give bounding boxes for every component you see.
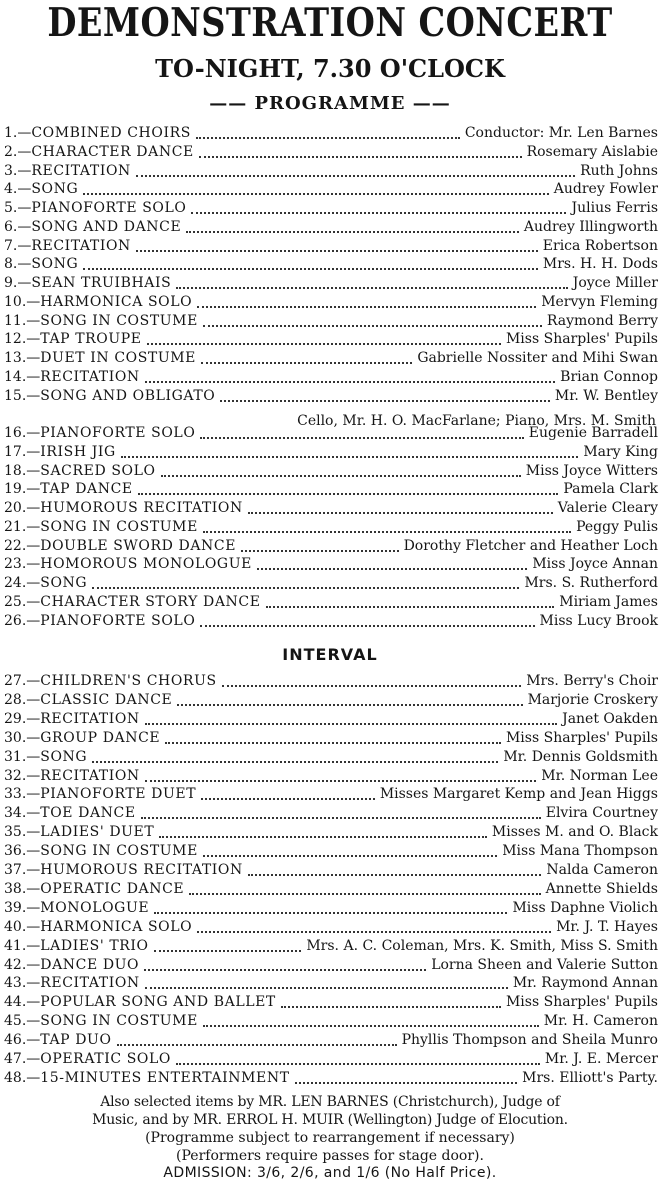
item-number: 27.— xyxy=(4,673,41,689)
programme-item xyxy=(4,993,658,1012)
programme-item xyxy=(4,124,658,143)
programme-item xyxy=(4,710,658,729)
item-title: SONG IN COSTUME xyxy=(40,1013,198,1030)
item-number: 13.— xyxy=(4,350,41,366)
item-performer: Dorothy Fletcher and Heather Loch xyxy=(403,537,658,554)
footer-line-3: (Programme subject to rearrangement if necessary) xyxy=(145,1130,515,1146)
item-title: RECITATION xyxy=(40,975,140,992)
dot-leader xyxy=(201,796,375,800)
item-performer: Peggy Pulis xyxy=(576,518,658,535)
item-performer: Mary King xyxy=(583,443,658,460)
item-title: 15-MINUTES ENTERTAINMENT xyxy=(40,1069,290,1086)
dot-leader xyxy=(295,1080,517,1084)
item-performer: Mervyn Fleming xyxy=(541,293,658,310)
item-number: 37.— xyxy=(4,862,41,878)
dot-leader xyxy=(138,491,559,495)
item-performer: Marjorie Croskery xyxy=(527,691,658,708)
dot-leader xyxy=(176,285,567,289)
dot-leader xyxy=(177,702,522,706)
item-title: SONG AND OBLIGATO xyxy=(40,387,216,404)
item-performer: Raymond Berry xyxy=(546,312,658,329)
item-number: 10.— xyxy=(4,293,41,310)
dot-leader xyxy=(186,229,519,233)
programme-item xyxy=(4,861,658,880)
dot-leader xyxy=(203,323,542,327)
dot-leader xyxy=(189,891,540,895)
dot-leader xyxy=(117,1042,397,1046)
item-title: DOUBLE SWORD DANCE xyxy=(40,537,237,554)
item-number: 25.— xyxy=(4,593,41,610)
item-performer: Audrey Fowler xyxy=(553,181,658,198)
item-title: CHARACTER STORY DANCE xyxy=(40,593,261,610)
item-performer: Janet Oakden xyxy=(562,710,658,727)
dot-leader xyxy=(161,473,521,477)
programme-item xyxy=(4,499,658,518)
item-number: 36.— xyxy=(4,843,41,860)
item-number: 15.— xyxy=(4,387,41,404)
item-number: 18.— xyxy=(4,462,41,479)
programme-item xyxy=(4,180,658,199)
dot-leader xyxy=(241,548,399,552)
item-performer: Miss Sharples' Pupils xyxy=(505,994,658,1011)
item-performer: Brian Connop xyxy=(560,368,658,385)
programme-item xyxy=(4,937,658,956)
programme-item xyxy=(4,518,658,537)
programme-item xyxy=(4,1012,658,1031)
programme-item xyxy=(4,368,658,387)
item-title: SONG IN COSTUME xyxy=(40,518,198,535)
item-performer: Mr. Raymond Annan xyxy=(512,975,658,992)
item-number: 26.— xyxy=(4,612,41,629)
dot-leader xyxy=(145,985,508,989)
programme-item xyxy=(4,555,658,574)
item-title: SEAN TRUIBHAIS xyxy=(31,275,172,291)
dot-leader xyxy=(159,834,487,838)
dot-leader xyxy=(83,266,538,270)
dot-leader xyxy=(83,191,548,195)
item-performer: Mr. J. E. Mercer xyxy=(544,1051,658,1067)
item-number: 47.— xyxy=(4,1051,41,1067)
item-performer: Pamela Clark xyxy=(563,481,658,498)
page-title: DEMONSTRATION CONCERT xyxy=(47,0,613,46)
dot-leader xyxy=(92,585,519,589)
footer-line-2: Music, and by MR. ERROL H. MUIR (Wellington) Judge of Elocution. xyxy=(92,1112,568,1128)
programme-item xyxy=(4,1050,658,1069)
item-number: 20.— xyxy=(4,500,41,516)
item-performer: Mr. W. Bentley xyxy=(554,387,658,404)
programme-heading: —— PROGRAMME —— xyxy=(209,93,451,114)
item-number: 12.— xyxy=(4,331,41,348)
item-performer: Conductor: Mr. Len Barnes xyxy=(464,125,658,141)
item-number: 22.— xyxy=(4,537,41,554)
item-title: IRISH JIG xyxy=(40,443,116,460)
dot-leader xyxy=(145,379,555,383)
programme-item xyxy=(4,255,658,274)
item-performer: Miss Lucy Brook xyxy=(539,612,658,629)
item-performer: Mr. J. T. Hayes xyxy=(556,918,658,935)
item-title: TAP TROUPE xyxy=(40,331,142,348)
programme-item xyxy=(4,443,658,462)
dot-leader xyxy=(145,721,557,725)
programme-item xyxy=(4,956,658,975)
item-number: 45.— xyxy=(4,1013,41,1030)
item-title: CHILDREN'S CHORUS xyxy=(40,673,217,689)
programme-item xyxy=(4,672,658,691)
item-title: RECITATION xyxy=(40,368,140,385)
item-title: CLASSIC DANCE xyxy=(40,691,173,708)
item-title: LADIES' TRIO xyxy=(40,937,149,954)
item-title: TAP DUO xyxy=(40,1032,112,1049)
item-title: SONG IN COSTUME xyxy=(40,312,198,329)
item-number: 4.— xyxy=(4,181,32,198)
item-number: 8.— xyxy=(4,256,32,273)
item-number: 35.— xyxy=(4,824,41,841)
item-number: 48.— xyxy=(4,1069,41,1086)
programme-item xyxy=(4,691,658,710)
item-title: CHARACTER DANCE xyxy=(31,143,194,160)
admission-prices: ADMISSION: 3/6, 2/6, and 1/6 (No Half Price). xyxy=(163,1165,497,1181)
programme-item xyxy=(4,1069,658,1088)
dot-leader xyxy=(145,778,537,782)
item-performer: Misses M. and O. Black xyxy=(491,824,658,841)
dot-leader xyxy=(147,341,501,345)
item-number: 17.— xyxy=(4,443,41,460)
item-title: RECITATION xyxy=(31,162,131,179)
programme-item xyxy=(4,480,658,499)
item-title: HOMOROUS MONOLOGUE xyxy=(40,556,252,573)
item-title: DANCE DUO xyxy=(40,956,140,973)
item-performer: Mr. H. Cameron xyxy=(543,1013,658,1030)
item-title: PIANOFORTE SOLO xyxy=(40,425,196,441)
item-number: 38.— xyxy=(4,880,41,897)
programme-item xyxy=(4,729,658,748)
dot-leader xyxy=(176,1061,540,1065)
item-performer: Audrey Illingworth xyxy=(523,218,658,235)
dot-leader xyxy=(257,566,527,570)
item-title: MONOLOGUE xyxy=(40,899,150,916)
programme-item xyxy=(4,274,658,293)
item-number: 40.— xyxy=(4,918,41,935)
footer-line-4: (Performers require passes for stage door). xyxy=(176,1148,484,1164)
item-performer: Misses Margaret Kemp and Jean Higgs xyxy=(379,786,658,803)
item-number: 31.— xyxy=(4,748,41,765)
programme-item xyxy=(4,199,658,218)
item-title: HARMONICA SOLO xyxy=(40,918,193,935)
item-title: TAP DANCE xyxy=(40,481,133,498)
dot-leader xyxy=(196,135,460,139)
item-title: OPERATIC DANCE xyxy=(40,880,185,897)
programme-item xyxy=(4,574,658,593)
item-title: RECITATION xyxy=(31,237,131,254)
programme-item xyxy=(4,143,658,162)
programme-item xyxy=(4,974,658,993)
item-title: GROUP DANCE xyxy=(40,729,161,746)
item-title: SONG xyxy=(40,748,88,765)
item-title: RECITATION xyxy=(40,710,140,727)
programme-item xyxy=(4,918,658,937)
item-performer: Mr. Norman Lee xyxy=(541,767,658,784)
item-performer: Valerie Cleary xyxy=(557,500,658,516)
programme-item xyxy=(4,785,658,804)
programme-item xyxy=(4,823,658,842)
dot-leader xyxy=(220,398,549,402)
item-performer: Mrs. Elliott's Party. xyxy=(522,1069,658,1086)
item-number: 6.— xyxy=(4,218,32,235)
item-number: 28.— xyxy=(4,691,41,708)
dot-leader xyxy=(144,967,426,971)
programme-item xyxy=(4,218,658,237)
item-performer: Mrs. Berry's Choir xyxy=(526,673,658,689)
programme-item xyxy=(4,349,658,368)
item-performer: Annette Shields xyxy=(545,880,658,897)
item-performer: Miss Mana Thompson xyxy=(502,843,658,860)
item-performer: Ruth Johns xyxy=(580,162,658,179)
programme-item xyxy=(4,842,658,861)
item-number: 5.— xyxy=(4,200,32,216)
item-number: 1.— xyxy=(4,125,32,141)
item-number: 7.— xyxy=(4,237,32,254)
item-title: SONG AND DANCE xyxy=(31,218,182,235)
dot-leader xyxy=(201,360,412,364)
item-title: DUET IN COSTUME xyxy=(40,350,196,366)
item-title: PIANOFORTE SOLO xyxy=(31,200,187,216)
interval-heading: INTERVAL xyxy=(282,645,378,664)
dot-leader xyxy=(197,929,551,933)
programme-item xyxy=(4,880,658,899)
item-performer: Miss Daphne Violich xyxy=(512,899,658,916)
item-title: SONG IN COSTUME xyxy=(40,843,198,860)
item-performer: Mrs. S. Rutherford xyxy=(524,575,658,591)
item-title: LADIES' DUET xyxy=(40,824,155,841)
item-number: 34.— xyxy=(4,805,41,822)
item-number: 29.— xyxy=(4,710,41,727)
dot-leader xyxy=(200,623,534,627)
item-performer: Miss Sharples' Pupils xyxy=(505,729,658,746)
item-title: COMBINED CHOIRS xyxy=(31,125,191,141)
dot-leader xyxy=(92,759,498,763)
item-title: HARMONICA SOLO xyxy=(40,293,193,310)
dot-leader xyxy=(154,948,302,952)
item-15-continuation: Cello, Mr. H. O. MacFarlane; Piano, Mrs. M. Smith xyxy=(297,413,656,429)
dot-leader xyxy=(197,304,536,308)
dot-leader xyxy=(203,1023,539,1027)
item-number: 14.— xyxy=(4,368,41,385)
item-performer: Lorna Sheen and Valerie Sutton xyxy=(431,956,658,973)
footer-line-1: Also selected items by MR. LEN BARNES (Christchurch), Judge of xyxy=(100,1094,560,1110)
programme-item xyxy=(4,312,658,331)
dot-leader xyxy=(248,510,553,514)
item-number: 21.— xyxy=(4,518,41,535)
item-title: PIANOFORTE SOLO xyxy=(40,612,196,629)
item-number: 33.— xyxy=(4,786,41,803)
dot-leader xyxy=(165,740,501,744)
item-title: HUMOROUS RECITATION xyxy=(40,500,243,516)
programme-item xyxy=(4,293,658,312)
item-title: SONG xyxy=(40,575,88,591)
dot-leader xyxy=(222,683,522,687)
dot-leader xyxy=(200,435,523,439)
item-performer: Mr. Dennis Goldsmith xyxy=(503,748,658,765)
programme-item xyxy=(4,612,658,631)
dot-leader xyxy=(199,154,522,158)
programme-item xyxy=(4,1031,658,1050)
item-number: 46.— xyxy=(4,1032,41,1049)
dot-leader xyxy=(248,872,542,876)
dot-leader xyxy=(266,604,555,608)
item-number: 11.— xyxy=(4,312,41,329)
dot-leader xyxy=(154,910,507,914)
item-title: POPULAR SONG AND BALLET xyxy=(40,994,276,1011)
programme-item xyxy=(4,330,658,349)
item-title: PIANOFORTE DUET xyxy=(40,786,197,803)
item-performer: Miss Joyce Witters xyxy=(525,462,658,479)
item-performer: Mrs. H. H. Dods xyxy=(542,256,658,273)
item-number: 30.— xyxy=(4,729,41,746)
item-performer: Erica Robertson xyxy=(542,237,658,254)
item-title: HUMOROUS RECITATION xyxy=(40,862,243,878)
item-number: 43.— xyxy=(4,975,41,992)
item-number: 42.— xyxy=(4,956,41,973)
item-title: RECITATION xyxy=(40,767,140,784)
programme-item xyxy=(4,162,658,181)
dot-leader xyxy=(281,1004,501,1008)
item-number: 39.— xyxy=(4,899,41,916)
programme-item xyxy=(4,804,658,823)
item-title: SONG xyxy=(31,256,79,273)
item-number: 19.— xyxy=(4,481,41,498)
programme-item xyxy=(4,237,658,256)
dot-leader xyxy=(203,853,497,857)
item-number: 32.— xyxy=(4,767,41,784)
item-number: 9.— xyxy=(4,275,32,291)
item-number: 16.— xyxy=(4,425,41,441)
item-performer: Phyllis Thompson and Sheila Munro xyxy=(401,1032,658,1049)
item-performer: Eugenie Barradell xyxy=(528,425,658,441)
item-performer: Miss Sharples' Pupils xyxy=(505,331,658,348)
item-number: 41.— xyxy=(4,937,41,954)
dot-leader xyxy=(191,210,566,214)
programme-item xyxy=(4,462,658,481)
item-performer: Rosemary Aislabie xyxy=(526,143,658,160)
concert-time: TO-NIGHT, 7.30 O'CLOCK xyxy=(155,54,505,83)
programme-item xyxy=(4,767,658,786)
dot-leader xyxy=(121,454,579,458)
item-title: SACRED SOLO xyxy=(40,462,156,479)
item-performer: Gabrielle Nossiter and Mihi Swan xyxy=(417,350,658,366)
item-title: SONG xyxy=(31,181,79,198)
programme-item xyxy=(4,387,658,406)
programme-item xyxy=(4,748,658,767)
item-number: 3.— xyxy=(4,162,32,179)
item-performer: Miss Joyce Annan xyxy=(532,556,658,573)
dot-leader xyxy=(203,529,571,533)
item-title: OPERATIC SOLO xyxy=(40,1051,171,1067)
item-performer: Joyce Miller xyxy=(572,275,658,291)
item-number: 2.— xyxy=(4,143,32,160)
programme-item xyxy=(4,593,658,612)
programme-item xyxy=(4,899,658,918)
item-performer: Mrs. A. C. Coleman, Mrs. K. Smith, Miss S. Smith xyxy=(306,937,658,954)
dot-leader xyxy=(136,248,538,252)
dot-leader xyxy=(141,815,541,819)
item-number: 24.— xyxy=(4,575,41,591)
item-title: TOE DANCE xyxy=(40,805,136,822)
item-performer: Nalda Cameron xyxy=(546,862,658,878)
item-number: 44.— xyxy=(4,994,41,1011)
dot-leader xyxy=(136,173,575,177)
item-number: 23.— xyxy=(4,556,41,573)
programme-item xyxy=(4,537,658,556)
item-performer: Elvira Courtney xyxy=(545,805,658,822)
item-performer: Julius Ferris xyxy=(571,200,658,216)
item-performer: Miriam James xyxy=(559,593,658,610)
